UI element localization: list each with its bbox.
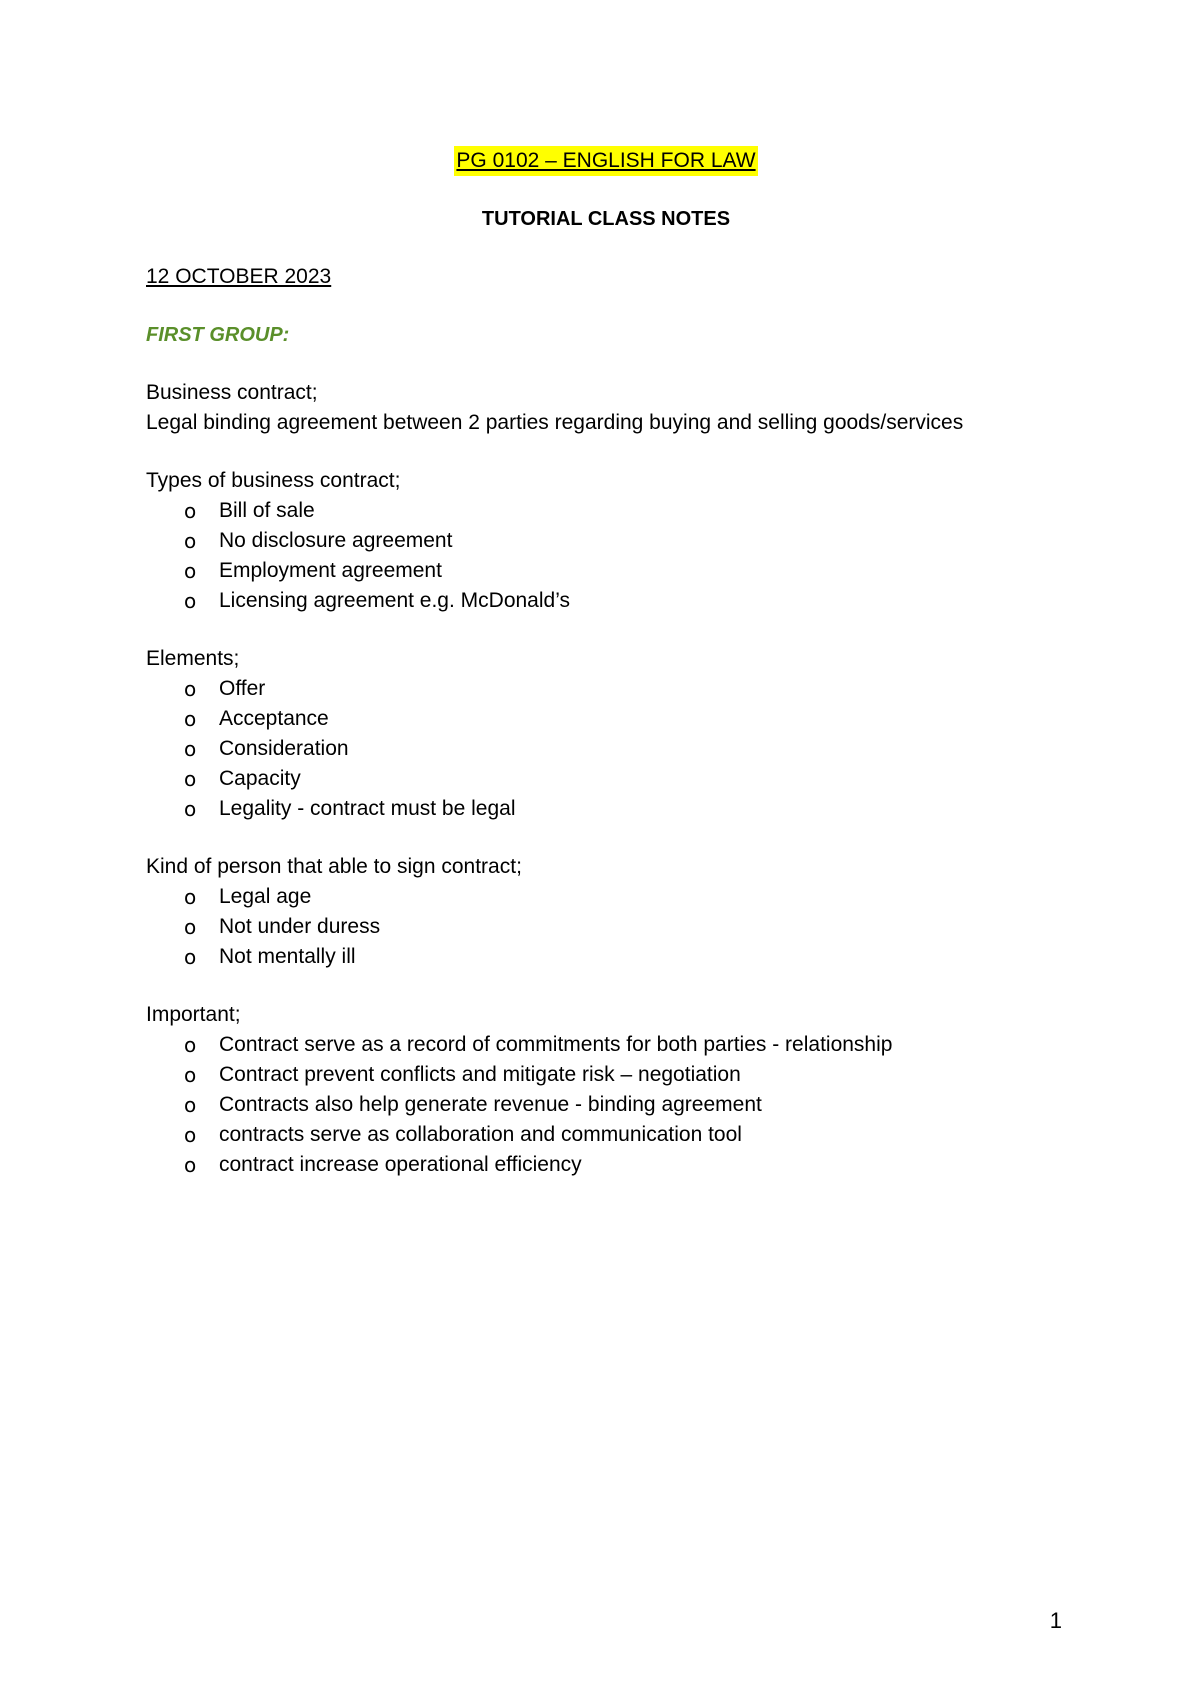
document-date: 12 OCTOBER 2023 [146,265,332,288]
bullet-icon: o [184,1123,197,1147]
bullet-icon: o [184,559,197,583]
list-item [146,764,1066,794]
list-item [146,1090,1066,1120]
important-list [146,1030,1066,1180]
definition-text: Legal binding agreement between 2 parties regarding buying and selling goods/services [146,411,964,434]
business-contract-section [146,378,1066,438]
list-item [146,1150,1066,1180]
bullet-icon: o [184,737,197,761]
elements-list [146,674,1066,824]
bullet-icon: o [184,1153,197,1177]
list-item [146,734,1066,764]
section-heading: Important; [146,1003,241,1026]
list-item-text: Legality - contract must be legal [219,797,516,820]
list-item [146,942,1066,972]
list-item-text: Not under duress [219,915,381,938]
list-item [146,674,1066,704]
bullet-icon: o [184,915,197,939]
bullet-icon: o [184,1093,197,1117]
bullet-icon: o [184,797,197,821]
document-subtitle: TUTORIAL CLASS NOTES [481,208,731,230]
list-item [146,556,1066,586]
page-number: 1 [1049,1608,1062,1633]
bullet-icon: o [184,499,197,523]
types-list [146,496,1066,616]
types-section [146,466,1066,616]
list-item-text: contract increase operational efficiency [219,1153,582,1176]
bullet-icon: o [184,677,197,701]
list-item [146,882,1066,912]
list-item [146,912,1066,942]
bullet-icon: o [184,1033,197,1057]
elements-section [146,644,1066,824]
important-section [146,1000,1066,1180]
list-item-text: Consideration [219,737,349,760]
signatory-list [146,882,1066,972]
list-item-text: Legal age [219,885,312,908]
bullet-icon: o [184,767,197,791]
group-heading: FIRST GROUP: [146,324,290,346]
list-item [146,496,1066,526]
list-item-text: Bill of sale [219,499,315,522]
list-item [146,794,1066,824]
signatory-section [146,852,1066,972]
list-item [146,526,1066,556]
list-item [146,586,1066,616]
list-item [146,1060,1066,1090]
bullet-icon: o [184,589,197,613]
list-item-text: Acceptance [219,707,329,730]
bullet-icon: o [184,707,197,731]
section-heading: Types of business contract; [146,469,401,492]
document-content [146,146,1066,1180]
section-heading: Kind of person that able to sign contract; [146,855,522,878]
list-item-text: Contracts also help generate revenue - binding agreement [219,1093,762,1116]
section-heading: Elements; [146,647,240,670]
list-item-text: Contract prevent conflicts and mitigate risk – negotiation [219,1063,741,1086]
list-item [146,704,1066,734]
list-item-text: Licensing agreement e.g. McDonald’s [219,589,570,612]
course-title-line [146,146,1066,176]
list-item-text: Employment agreement [219,559,442,582]
list-item-text: Offer [219,677,266,700]
bullet-icon: o [184,885,197,909]
section-heading: Business contract; [146,381,318,404]
list-item-text: contracts serve as collaboration and communication tool [219,1123,742,1146]
bullet-icon: o [184,1063,197,1087]
list-item-text: No disclosure agreement [219,529,453,552]
list-item-text: Capacity [219,767,301,790]
list-item-text: Not mentally ill [219,945,356,968]
bullet-icon: o [184,945,197,969]
bullet-icon: o [184,529,197,553]
list-item [146,1120,1066,1150]
list-item-text: Contract serve as a record of commitments for both parties - relationship [219,1033,893,1056]
list-item [146,1030,1066,1060]
course-title: PG 0102 – ENGLISH FOR LAW [454,146,757,176]
